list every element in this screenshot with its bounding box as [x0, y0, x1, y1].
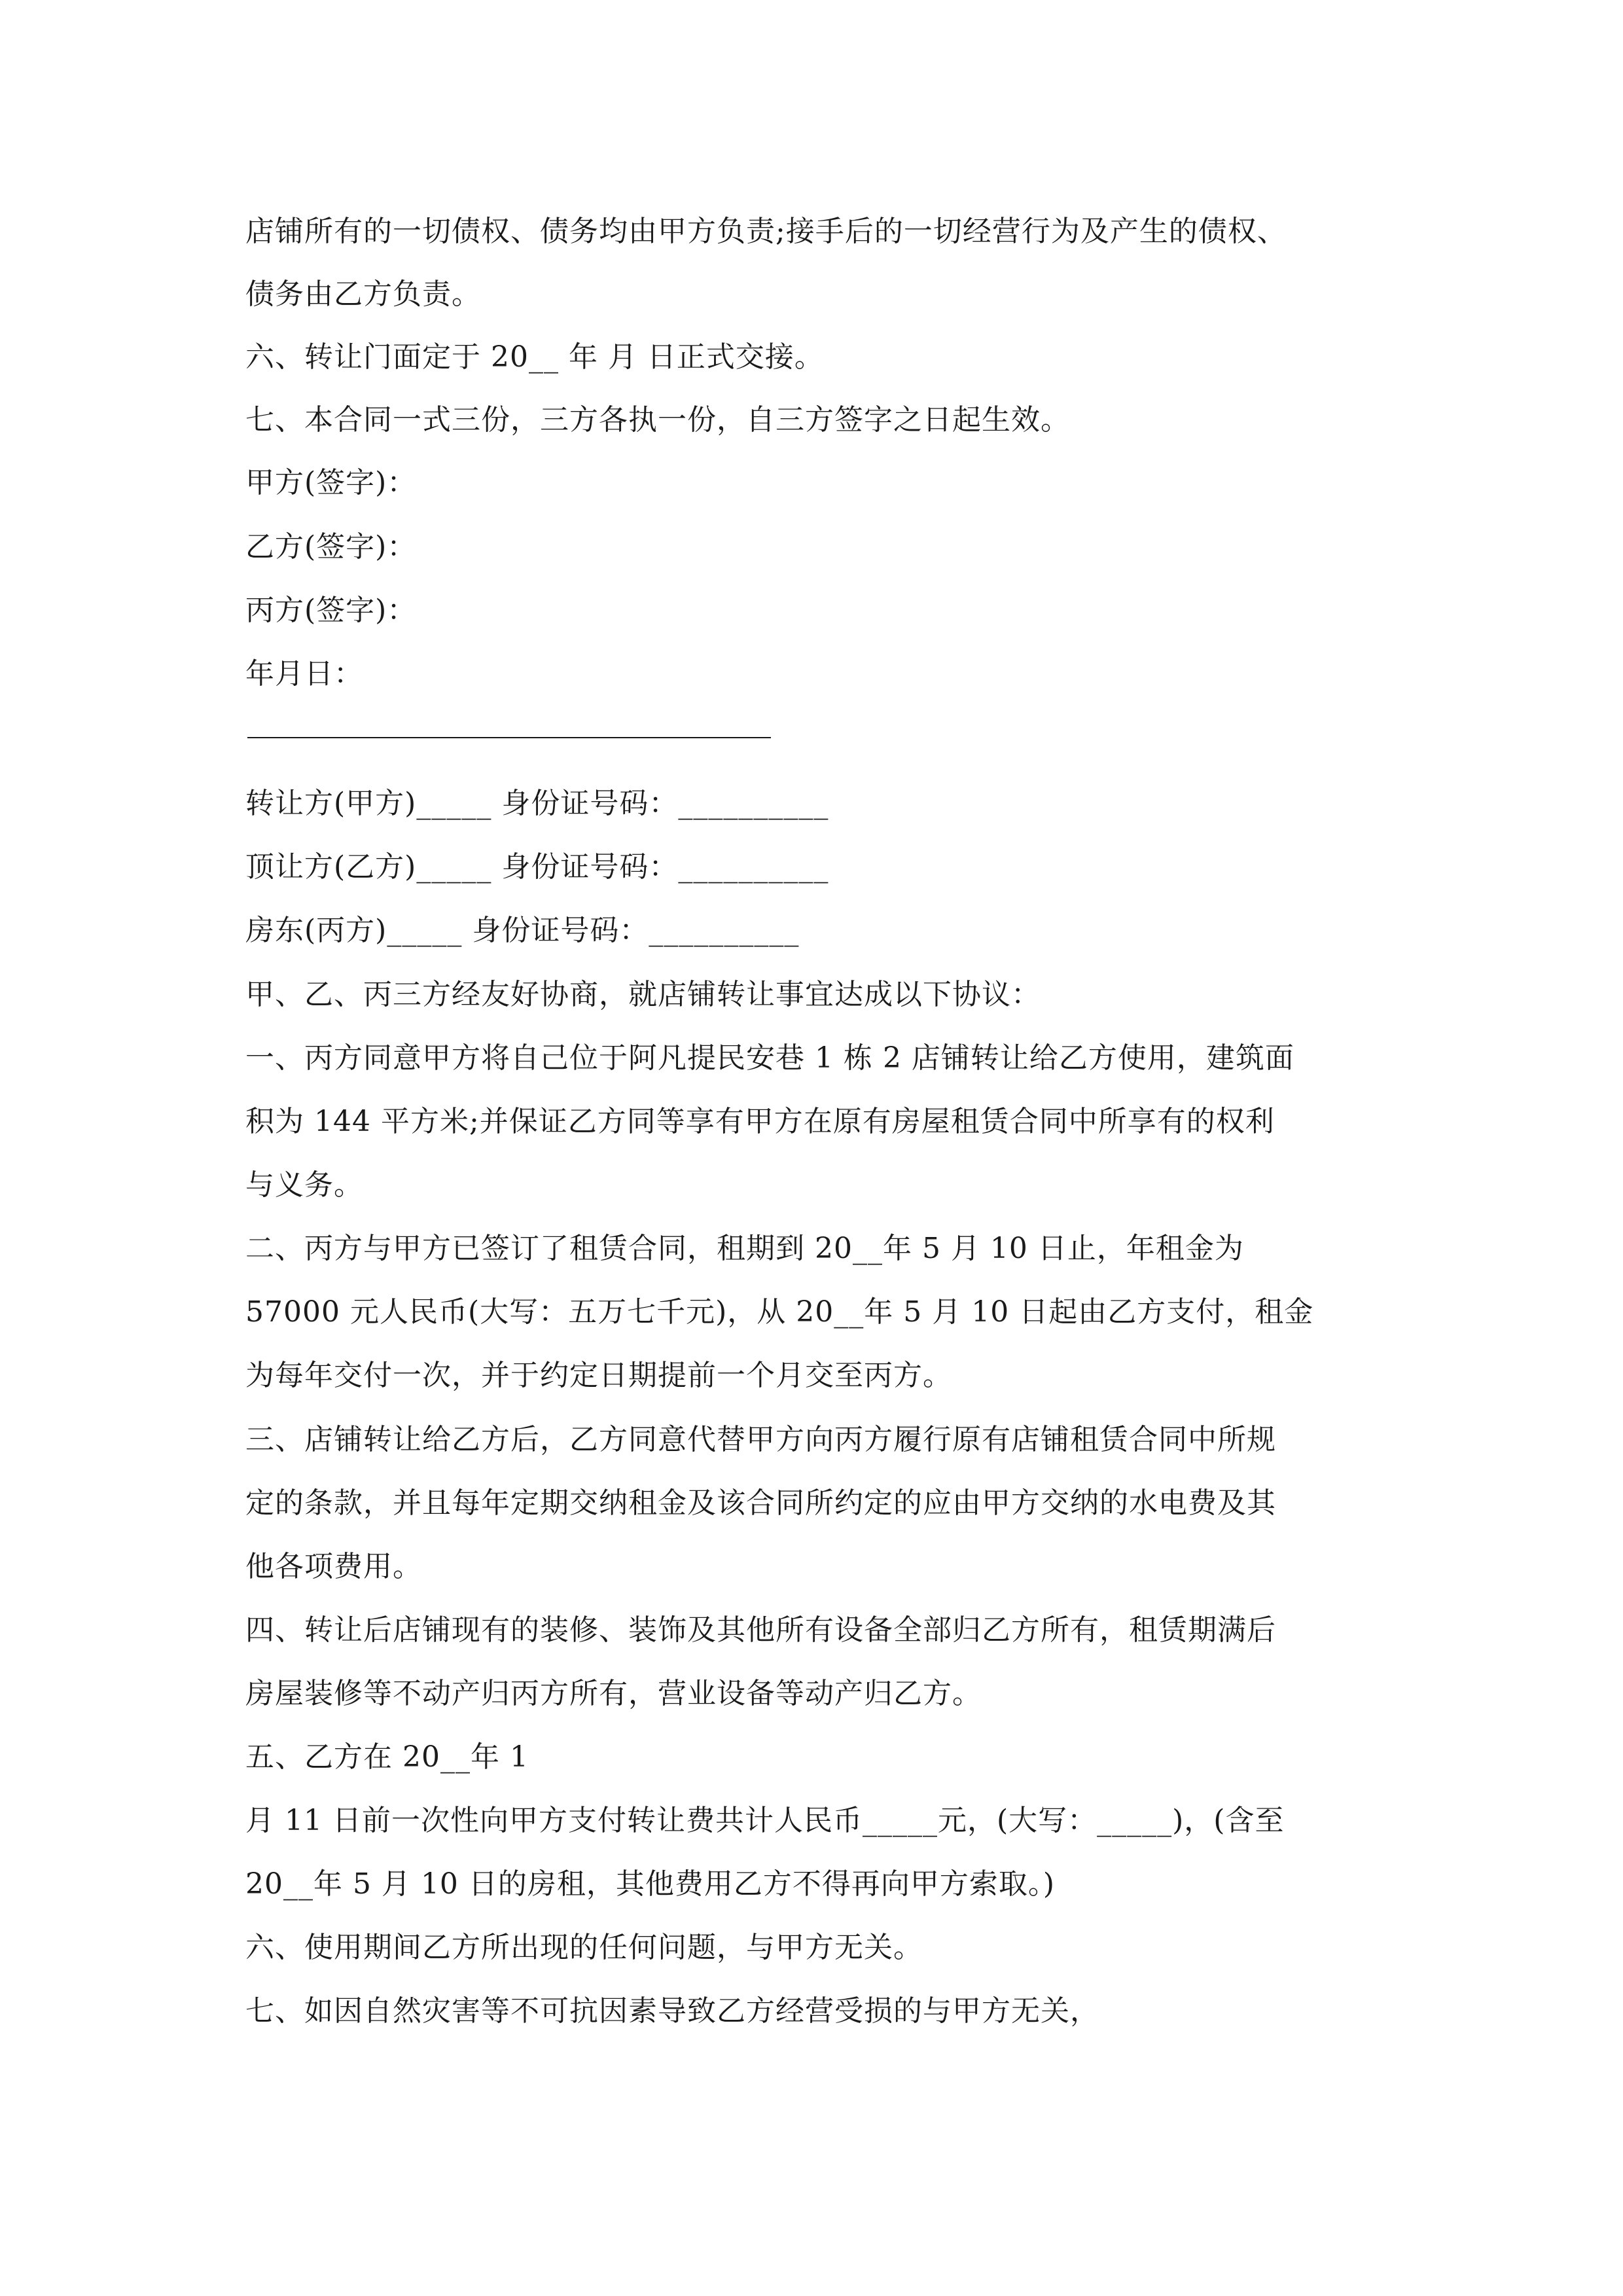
clause-line: 六、使用期间乙方所出现的任何问题，与甲方无关。 — [245, 1931, 923, 1964]
clause-line: 定的条款，并且每年定期交纳租金及该合同所约定的应由甲方交纳的水电费及其 — [245, 1486, 1276, 1520]
clause-line: 他各项费用。 — [245, 1550, 422, 1583]
signature-line-party-c: 丙方(签字)： — [245, 594, 417, 627]
section-divider — [247, 737, 771, 738]
clause-line: 为每年交付一次，并于约定日期提前一个月交至丙方。 — [245, 1359, 952, 1392]
clause-line: 五、乙方在 20__年 1 — [245, 1740, 529, 1774]
clause-line: 七、如因自然灾害等不可抗因素导致乙方经营受损的与甲方无关， — [245, 1994, 1099, 2028]
party-line-transferor: 转让方(甲方)_____ 身份证号码：__________ — [245, 787, 829, 820]
signature-line-party-a: 甲方(签字)： — [245, 466, 417, 499]
text-line: 六、转让门面定于 20__ 年 月 日正式交接。 — [245, 340, 824, 374]
clause-line: 三、店铺转让给乙方后，乙方同意代替甲方向丙方履行原有店铺租赁合同中所规 — [245, 1423, 1276, 1456]
clause-line: 二、丙方与甲方已签订了租赁合同，租期到 20__年 5 月 10 日止，年租金为 — [245, 1232, 1244, 1265]
clause-line: 一、丙方同意甲方将自己位于阿凡提民安巷 1 栋 2 店铺转让给乙方使用，建筑面 — [245, 1041, 1294, 1075]
signature-line-party-b: 乙方(签字)： — [245, 530, 417, 564]
date-line: 年月日： — [245, 657, 363, 691]
text-line: 债务由乙方负责。 — [245, 278, 481, 311]
text-line: 七、本合同一式三份，三方各执一份，自三方签字之日起生效。 — [245, 403, 1070, 437]
clause-line: 积为 144 平方米;并保证乙方同等享有甲方在原有房屋租赁合同中所享有的权利 — [245, 1105, 1275, 1138]
party-line-landlord: 房东(丙方)_____ 身份证号码：__________ — [245, 914, 800, 947]
clause-line: 20__年 5 月 10 日的房租，其他费用乙方不得再向甲方索取。) — [245, 1867, 1056, 1901]
clause-line: 房屋装修等不动产归丙方所有，营业设备等动产归乙方。 — [245, 1677, 982, 1710]
text-line: 店铺所有的一切债权、债务均由甲方负责;接手后的一切经营行为及产生的债权、 — [245, 215, 1287, 248]
party-line-transferee: 顶让方(乙方)_____ 身份证号码：__________ — [245, 850, 829, 884]
text-line: 甲、乙、丙三方经友好协商，就店铺转让事宜达成以下协议： — [245, 978, 1041, 1011]
clause-line: 四、转让后店铺现有的装修、装饰及其他所有设备全部归乙方所有，租赁期满后 — [245, 1613, 1276, 1647]
clause-line: 与义务。 — [245, 1168, 363, 1202]
clause-line: 57000 元人民币(大写：五万七千元)，从 20__年 5 月 10 日起由乙方支付，租金 — [245, 1295, 1314, 1329]
clause-line: 月 11 日前一次性向甲方支付转让费共计人民币_____元，(大写：_____)，(含至 — [245, 1804, 1285, 1837]
